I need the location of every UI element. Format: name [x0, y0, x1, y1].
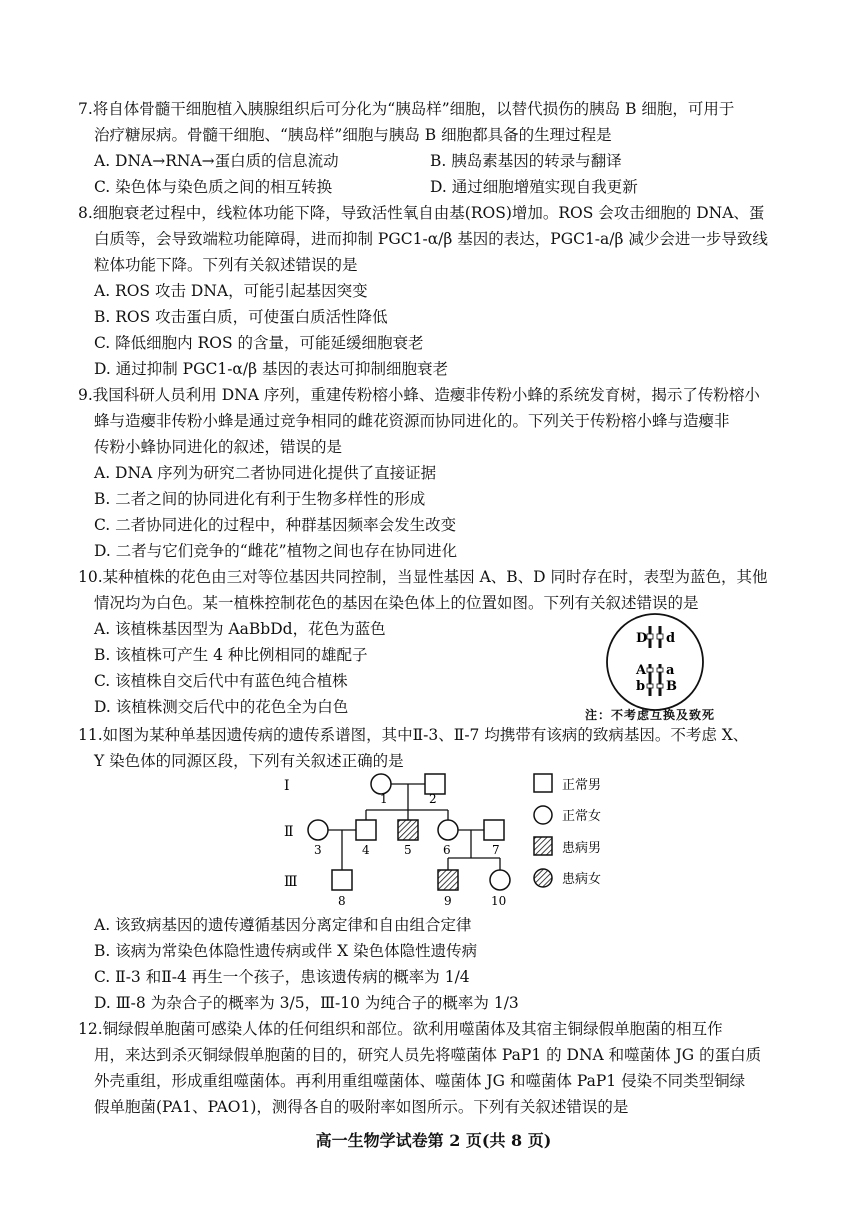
gene-a-label: a	[666, 663, 675, 678]
q12-stem-line4: 假单胞菌(PA1、PAO1)，测得各自的吸附率如图所示。下列有关叙述错误的是	[94, 1098, 629, 1116]
label-8: 8	[338, 894, 346, 908]
generation-II-label: Ⅱ	[284, 824, 294, 840]
q11-stem-line2: Y 染色体的同源区段，下列有关叙述正确的是	[94, 752, 404, 770]
q9-stem-line3: 传粉小蜂协同进化的叙述，错误的是	[94, 438, 343, 456]
legend-affected-female: 患病女	[562, 872, 602, 887]
label-2: 2	[429, 792, 437, 806]
q9-option-b: B. 二者之间的协同进化有利于生物多样性的形成	[94, 490, 426, 508]
label-1: 1	[380, 792, 388, 806]
q9-stem-line2: 蜂与造瘿非传粉小蜂是通过竞争相同的雌花资源而协同进化的。下列关于传粉榕小蜂与造瘿非	[94, 412, 730, 430]
legend-normal-male-symbol	[534, 774, 552, 792]
gene-A-label: A	[636, 663, 647, 678]
q11-stem-line1: 11.如图为某种单基因遗传病的遗传系谱图，其中Ⅱ-3、Ⅱ-7 均携带有该病的致病基因。不考虑 X、	[78, 726, 749, 744]
label-6: 6	[443, 843, 451, 857]
q8-stem-line1: 8.细胞衰老过程中，线粒体功能下降，导致活性氧自由基(ROS)增加。ROS 会攻击细胞的 DNA、蛋	[78, 204, 765, 222]
q7-option-c: C. 染色体与染色质之间的相互转换	[94, 178, 333, 196]
q7-stem-line2: 治疗糖尿病。骨髓干细胞、“胰岛样”细胞与胰岛 B 细胞都具备的生理过程是	[94, 126, 612, 144]
individual-III-9	[438, 870, 458, 890]
q9-stem-line1: 9.我国科研人员利用 DNA 序列，重建传粉榕小蜂、造瘿非传粉小蜂的系统发育树，揭示了传粉榕小	[78, 386, 760, 404]
individual-II-5	[398, 820, 418, 840]
pedigree-chart	[280, 770, 750, 910]
individual-III-8	[332, 870, 352, 890]
label-10: 10	[491, 894, 507, 908]
individual-I-2	[425, 774, 445, 794]
q10-option-b: B. 该植株可产生 4 种比例相同的雄配子	[94, 646, 368, 664]
label-4: 4	[362, 843, 370, 857]
q8-stem-line2: 白质等，会导致端粒功能障碍，进而抑制 PGC1-α/β 基因的表达，PGC1-a/β 减少会进一步导致线	[94, 230, 768, 248]
legend-affected-male: 患病男	[562, 841, 602, 856]
generation-III-label: Ⅲ	[284, 874, 298, 890]
figure-note: 注：不考虑互换及致死	[585, 708, 716, 722]
individual-I-1	[371, 774, 391, 794]
legend-affected-female-symbol	[534, 869, 552, 887]
gene-b-label: b	[636, 679, 646, 694]
q8-option-a: A. ROS 攻击 DNA，可能引起基因突变	[94, 282, 368, 300]
q10-option-a: A. 该植株基因型为 AaBbDd，花色为蓝色	[94, 620, 386, 638]
label-7: 7	[492, 843, 500, 857]
q9-option-a: A. DNA 序列为研究二者协同进化提供了直接证据	[94, 464, 437, 482]
q8-stem-line3: 粒体功能下降。下列有关叙述错误的是	[94, 256, 358, 274]
individual-II-4	[356, 820, 376, 840]
q10-option-c: C. 该植株自交后代中有蓝色纯合植株	[94, 672, 348, 690]
individual-II-6	[438, 820, 458, 840]
q11-option-a: A. 该致病基因的遗传遵循基因分离定律和自由组合定律	[94, 916, 472, 934]
q7-option-b: B. 胰岛素基因的转录与翻译	[430, 152, 622, 170]
q8-option-b: B. ROS 攻击蛋白质，可使蛋白质活性降低	[94, 308, 388, 326]
q7-option-d: D. 通过细胞增殖实现自我更新	[430, 178, 638, 196]
legend-normal-male: 正常男	[562, 778, 602, 793]
q9-option-c: C. 二者协同进化的过程中，种群基因频率会发生改变	[94, 516, 457, 534]
label-5: 5	[404, 843, 412, 857]
page-footer: 高一生物学试卷第 2 页(共 8 页)	[315, 1131, 552, 1150]
q11-option-d: D. Ⅲ-8 为杂合子的概率为 3/5，Ⅲ-10 为纯合子的概率为 1/3	[94, 994, 519, 1012]
q7-option-a: A. DNA→RNA→蛋白质的信息流动	[94, 152, 339, 170]
label-9: 9	[444, 894, 452, 908]
q12-stem-line1: 12.铜绿假单胞菌可感染人体的任何组织和部位。欲利用噬菌体及其宿主铜绿假单胞菌的相互作	[78, 1020, 723, 1038]
generation-I-label: Ⅰ	[284, 778, 290, 794]
legend-affected-male-symbol	[534, 837, 552, 855]
legend-normal-female: 正常女	[562, 809, 602, 824]
gene-B-label: B	[666, 679, 677, 694]
q8-option-d: D. 通过抑制 PGC1-α/β 基因的表达可抑制细胞衰老	[94, 360, 449, 378]
individual-III-10	[490, 870, 510, 890]
q11-option-c: C. Ⅱ-3 和Ⅱ-4 再生一个孩子，患该遗传病的概率为 1/4	[94, 968, 470, 986]
gene-D-label: D	[636, 631, 648, 646]
gene-d-label: d	[666, 631, 676, 646]
individual-II-3	[308, 820, 328, 840]
q12-stem-line3: 外壳重组，形成重组噬菌体。再利用重组噬菌体、噬菌体 JG 和噬菌体 PaP1 侵染不同类型铜绿	[94, 1072, 746, 1090]
label-3: 3	[314, 843, 322, 857]
q8-option-c: C. 降低细胞内 ROS 的含量，可能延缓细胞衰老	[94, 334, 424, 352]
q7-stem-line1: 7.将自体骨髓干细胞植入胰腺组织后可分化为“胰岛样”细胞，以替代损伤的胰岛 B 细胞，可用于	[78, 100, 735, 118]
q9-option-d: D. 二者与它们竞争的“雌花”植物之间也存在协同进化	[94, 542, 458, 560]
q10-option-d: D. 该植株测交后代中的花色全为白色	[94, 698, 349, 716]
q12-stem-line2: 用，来达到杀灭铜绿假单胞菌的目的，研究人员先将噬菌体 PaP1 的 DNA 和噬菌体 JG 的蛋白质	[94, 1046, 762, 1064]
cell-outline	[607, 614, 703, 710]
legend-normal-female-symbol	[534, 806, 552, 824]
q11-option-b: B. 该病为常染色体隐性遗传病或伴 X 染色体隐性遗传病	[94, 942, 478, 960]
q10-stem-line2: 情况均为白色。某一植株控制花色的基因在染色体上的位置如图。下列有关叙述错误的是	[94, 594, 699, 612]
individual-II-7	[484, 820, 504, 840]
q10-stem-line1: 10.某种植株的花色由三对等位基因共同控制，当显性基因 A、B、D 同时存在时，表型为蓝色，其他	[78, 568, 768, 586]
